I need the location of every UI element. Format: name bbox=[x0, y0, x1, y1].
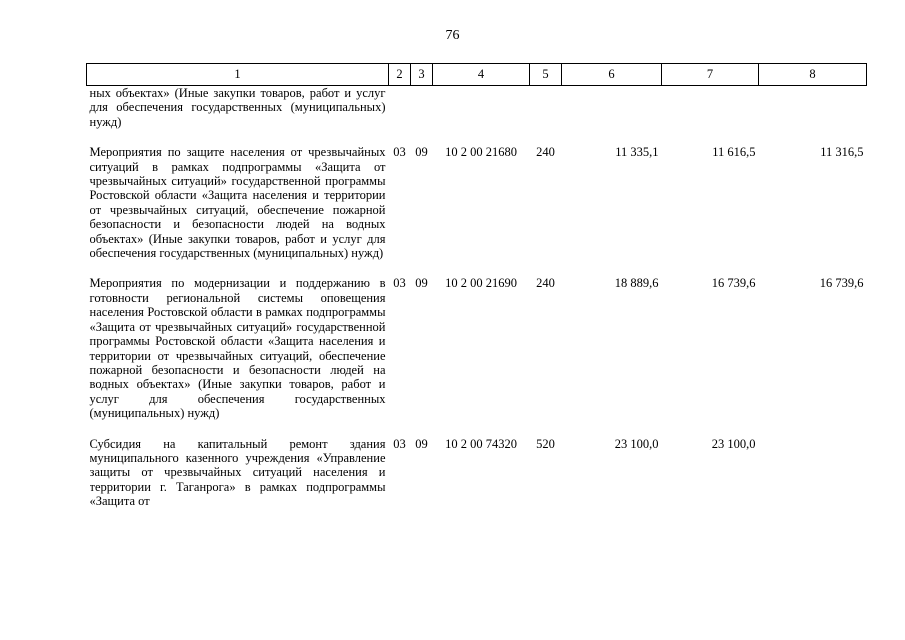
row-description: Мероприятия по защите населения от чрезвычайных ситуаций в рамках подпрограммы «Защита от чрезвычайных ситуаций» государственной программы Ростовской области «Защита населения и территории от чрезвычайных ситуаций, обеспечение пожарной безопасности и безопасности людей на водных объектах» (Иные закупки товаров, работ и услуг для обеспечения государственных (муниципальных) нужд) bbox=[89, 145, 386, 261]
row-amount-1: 23 100,0 bbox=[614, 436, 659, 451]
row-amount-3 bbox=[759, 437, 867, 517]
column-header-2: 2 bbox=[389, 64, 411, 86]
row-amount-3 bbox=[759, 86, 867, 130]
row-spacer bbox=[87, 260, 867, 276]
row-subsection: 09 bbox=[415, 436, 428, 451]
table-row bbox=[87, 276, 867, 420]
row-section bbox=[389, 86, 411, 130]
column-header-1: 1 bbox=[87, 64, 389, 86]
column-header-4: 4 bbox=[433, 64, 530, 86]
column-header-7: 7 bbox=[662, 64, 759, 86]
row-subsection bbox=[411, 86, 433, 130]
row-amount-3: 16 739,6 bbox=[819, 276, 864, 291]
row-amount-2: 23 100,0 bbox=[711, 436, 756, 451]
row-expense-type: 240 bbox=[536, 276, 555, 291]
row-spacer bbox=[87, 421, 867, 437]
row-target-article bbox=[433, 86, 530, 130]
column-header-6: 6 bbox=[562, 64, 662, 86]
page-number: 76 bbox=[445, 28, 460, 43]
row-target-article: 10 2 00 74320 bbox=[445, 436, 517, 451]
row-subsection: 09 bbox=[415, 145, 428, 160]
row-amount-2: 16 739,6 bbox=[711, 276, 756, 291]
table-row bbox=[87, 145, 867, 260]
row-expense-type bbox=[530, 86, 562, 130]
row-section: 03 bbox=[393, 145, 406, 160]
row-section: 03 bbox=[393, 436, 406, 451]
row-subsection: 09 bbox=[415, 276, 428, 291]
row-expense-type: 520 bbox=[536, 436, 555, 451]
column-header-3: 3 bbox=[411, 64, 433, 86]
row-section: 03 bbox=[393, 276, 406, 291]
column-header-5: 5 bbox=[530, 64, 562, 86]
row-amount-1: 11 335,1 bbox=[615, 145, 659, 160]
row-target-article: 10 2 00 21690 bbox=[445, 276, 517, 291]
row-amount-1: 18 889,6 bbox=[614, 276, 659, 291]
row-amount-2: 11 616,5 bbox=[712, 145, 756, 160]
budget-table bbox=[86, 63, 867, 517]
row-amount-2 bbox=[662, 86, 759, 130]
row-spacer bbox=[87, 129, 867, 145]
row-amount-1 bbox=[562, 86, 662, 130]
table-row bbox=[87, 86, 867, 130]
row-description: ных объектах» (Иные закупки товаров, работ и услуг для обеспечения государственных (муниципальных) нужд) bbox=[89, 86, 386, 129]
table-row bbox=[87, 437, 867, 517]
table-header-row bbox=[87, 64, 867, 86]
row-expense-type: 240 bbox=[536, 145, 555, 160]
row-target-article: 10 2 00 21680 bbox=[445, 145, 517, 160]
row-description: Мероприятия по модернизации и поддержанию в готовности региональной системы оповещения населения Ростовской области в рамках подпрограммы «Защита от чрезвычайных ситуаций» государственной программы Ростовской области «Защита населения и территории от чрезвычайных ситуаций, обеспечение пожарной безопасности и безопасности людей на водных объектах» (Иные закупки товаров, работ и услуг для обеспечения государственных (муниципальных) нужд) bbox=[89, 276, 386, 421]
column-header-8: 8 bbox=[759, 64, 867, 86]
row-amount-3: 11 316,5 bbox=[820, 145, 864, 160]
row-description: Субсидия на капитальный ремонт здания муниципального казенного учреждения «Управление защиты от чрезвычайных ситуаций населения и территории г. Таганрога» в рамках подпрограммы «Защита от bbox=[89, 436, 386, 509]
